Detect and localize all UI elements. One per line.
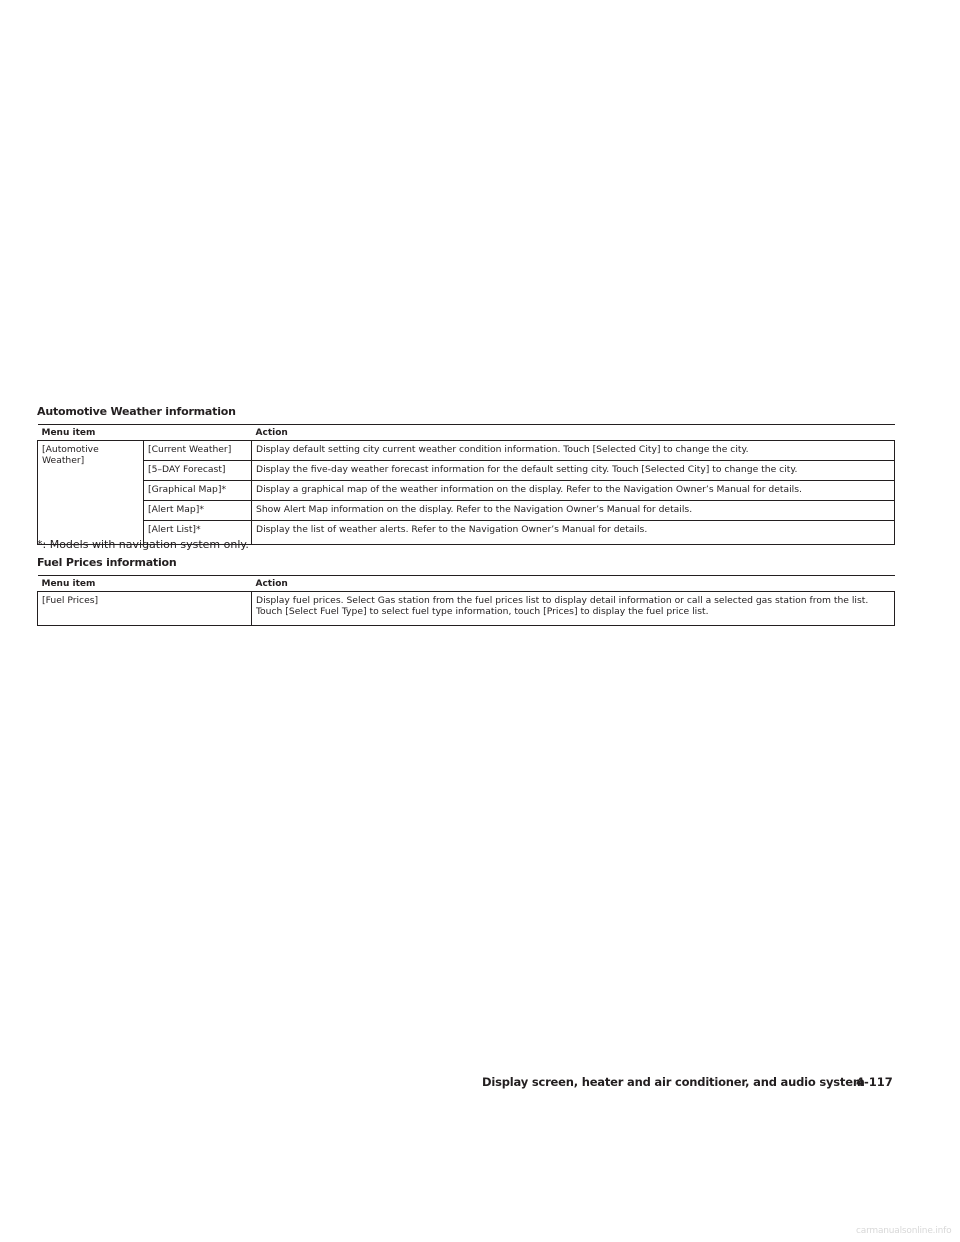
fuel-action-line-1: Display fuel prices. Select Gas station from the fuel prices list to display detail information or call a selected gas station from the list.: [256, 595, 869, 606]
menu-item-alert-list: [Alert List]*: [144, 521, 252, 545]
menu-item-alert-map: [Alert Map]*: [144, 501, 252, 521]
menu-item-fuel-prices: [Fuel Prices]: [38, 592, 252, 626]
page-number: 4-117: [856, 1075, 893, 1089]
chapter-title: Display screen, heater and air conditioner, and audio system: [482, 1075, 865, 1089]
menu-item-graphical-map: [Graphical Map]*: [144, 481, 252, 501]
fuel-table-header: [38, 576, 895, 592]
table-row: [38, 501, 895, 521]
fuel-header-menu-item: Menu item: [38, 576, 252, 592]
menu-item-5-day-forecast: [5–DAY Forecast]: [144, 461, 252, 481]
fuel-action-line-2: Touch [Select Fuel Type] to select fuel type information, touch [Prices] to display the fuel price list.: [256, 606, 709, 617]
table-row: [38, 592, 895, 626]
watermark: carmanualsonline.info: [856, 1226, 952, 1236]
weather-header-menu-item: Menu item: [38, 425, 252, 441]
menu-item-current-weather: [Current Weather]: [144, 441, 252, 461]
fuel-table: [37, 575, 895, 626]
table-row: [38, 441, 895, 461]
action-fuel-prices: [252, 592, 895, 626]
action-alert-list: Display the list of weather alerts. Refer to the Navigation Owner’s Manual for details.: [252, 521, 895, 545]
table-row: [38, 481, 895, 501]
fuel-section-title: Fuel Prices information: [37, 556, 177, 569]
action-alert-map: Show Alert Map information on the display. Refer to the Navigation Owner’s Manual for details.: [252, 501, 895, 521]
weather-section-title: Automotive Weather information: [37, 405, 236, 418]
table-row: [38, 461, 895, 481]
action-current-weather: Display default setting city current weather condition information. Touch [Selected City] to change the city.: [252, 441, 895, 461]
weather-header-action: Action: [252, 425, 895, 441]
weather-group-label: [Automotive Weather]: [38, 441, 144, 545]
navigation-footnote: *: Models with navigation system only.: [37, 538, 249, 551]
weather-table-header: [38, 425, 895, 441]
action-5-day-forecast: Display the five-day weather forecast information for the default setting city. Touch [Selected City] to change the city.: [252, 461, 895, 481]
fuel-header-action: Action: [252, 576, 895, 592]
weather-table: [37, 424, 895, 545]
action-graphical-map: Display a graphical map of the weather information on the display. Refer to the Navigation Owner’s Manual for details.: [252, 481, 895, 501]
